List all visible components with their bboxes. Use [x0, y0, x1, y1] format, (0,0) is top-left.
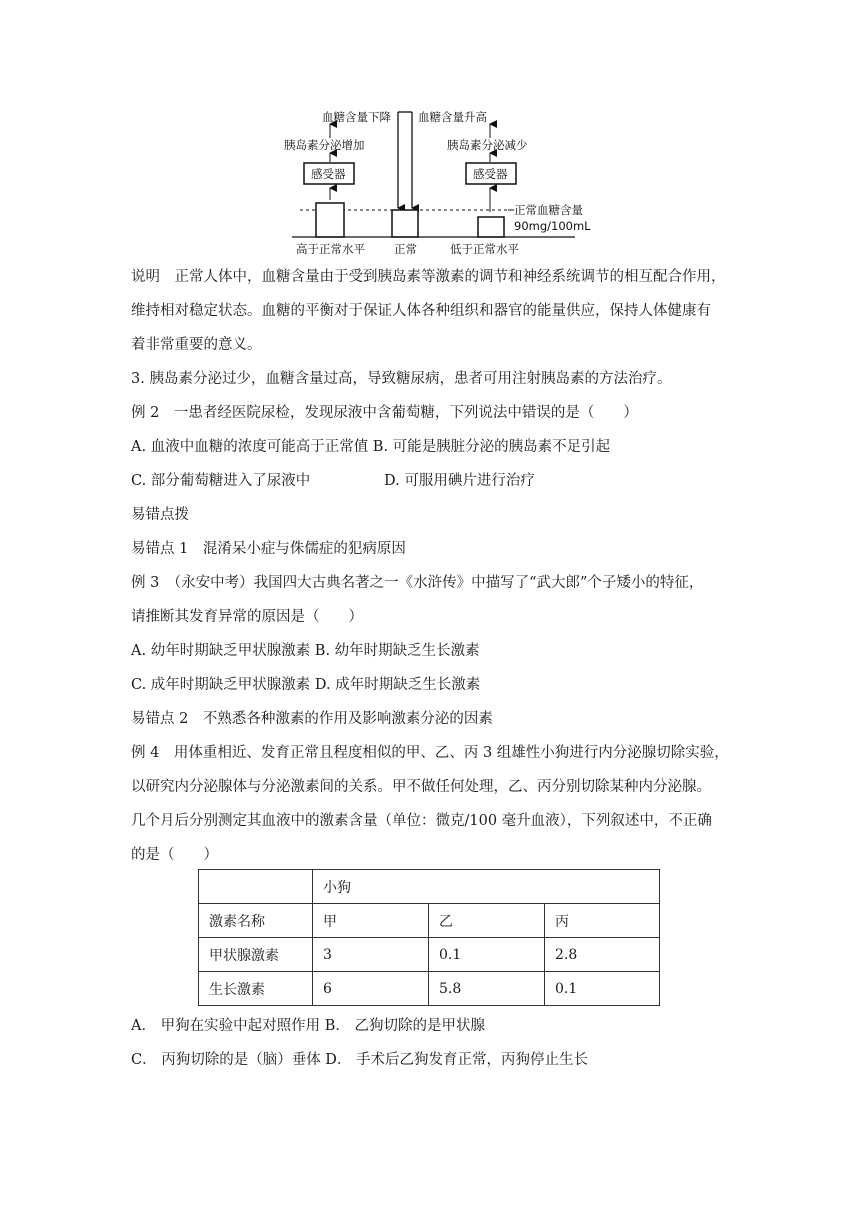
label-insulin-increase: 胰岛素分泌增加: [284, 138, 365, 152]
table-header-group: 小狗: [313, 870, 660, 904]
example-3-question-1: 例 3 （永安中考）我国四大古典名著之一《水浒传》中描写了“武大郎”个子矮小的特征，: [131, 575, 704, 591]
sensor-label-left: 感受器: [311, 167, 346, 181]
example-4-question-3: 几个月后分别测定其血液中的激素含量（单位：微克/100 毫升血液），下列叙述中，不正确: [131, 813, 712, 829]
table-row: [199, 904, 660, 938]
table-cell: 0.1: [429, 938, 545, 972]
example-2-options-ab: A. 血液中血糖的浓度可能高于正常值 B. 可能是胰脏分泌的胰岛素不足引起: [131, 439, 611, 455]
bar-below-normal: [478, 217, 504, 237]
point-3: 3. 胰岛素分泌过少，血糖含量过高，导致糖尿病，患者可用注射胰岛素的方法治疗。: [131, 371, 672, 387]
example-4-options-ab: A． 甲狗在实验中起对照作用 B． 乙狗切除的是甲状腺: [131, 1018, 485, 1034]
example-3-options-ab: A. 幼年时期缺乏甲状腺激素 B. 幼年时期缺乏生长激素: [131, 643, 480, 659]
table-cell-empty: [199, 870, 313, 904]
table-row-label: 生长激素: [199, 972, 313, 1006]
label-above-normal: 高于正常水平: [296, 242, 365, 256]
example-4-options-cd: C． 丙狗切除的是（脑）垂体 D． 手术后乙狗发育正常，丙狗停止生长: [131, 1052, 589, 1068]
table-cell: 5.8: [429, 972, 545, 1006]
description-line-2: 维持相对稳定状态。血糖的平衡对于保证人体各种组织和器官的能量供应，保持人体健康有: [131, 303, 711, 319]
table-row: [199, 938, 660, 972]
table-col-header: 乙: [429, 904, 545, 938]
example-3-question-2: 请推断其发育异常的原因是（ ）: [131, 609, 363, 625]
example-2-question: 例 2 一患者经医院尿检，发现尿液中含葡萄糖，下列说法中错误的是（ ）: [131, 405, 638, 421]
description-line-1: 说明 正常人体中，血糖含量由于受到胰岛素等激素的调节和神经系统调节的相互配合作用，: [131, 269, 726, 285]
label-normal: 正常: [394, 242, 417, 256]
bar-normal: [392, 210, 418, 237]
example-4-question-1: 例 4 用体重相近、发育正常且程度相似的甲、乙、丙 3 组雄性小狗进行内分泌腺切除实验，: [131, 745, 729, 761]
table-cell: 3: [313, 938, 429, 972]
label-normal-level: 正常血糖含量: [514, 203, 583, 217]
example-2-option-c: C. 部分葡萄糖进入了尿液中: [131, 473, 311, 489]
sensor-label-right: 感受器: [473, 167, 508, 181]
label-sugar-increase: 血糖含量升高: [418, 110, 487, 124]
table-cell: 2.8: [545, 938, 660, 972]
table-cell: 6: [313, 972, 429, 1006]
table-row-label: 甲状腺激素: [199, 938, 313, 972]
blood-sugar-diagram: [270, 100, 600, 260]
tips-heading: 易错点拨: [131, 507, 189, 523]
description-line-3: 着非常重要的意义。: [131, 337, 262, 353]
table-col-header: 甲: [313, 904, 429, 938]
label-insulin-decrease: 胰岛素分泌减少: [447, 138, 528, 152]
table-col-label: 激素名称: [199, 904, 313, 938]
table-col-header: 丙: [545, 904, 660, 938]
tip-2: 易错点 2 不熟悉各种激素的作用及影响激素分泌的因素: [131, 711, 493, 727]
example-2-option-d: D. 可服用碘片进行治疗: [384, 473, 535, 489]
hormone-table: [198, 869, 660, 1006]
diagram-svg: [270, 100, 600, 260]
label-sugar-decrease: 血糖含量下降: [322, 110, 391, 124]
table-cell: 0.1: [545, 972, 660, 1006]
label-below-normal: 低于正常水平: [450, 242, 519, 256]
example-3-options-cd: C. 成年时期缺乏甲状腺激素 D. 成年时期缺乏生长激素: [131, 677, 481, 693]
table-row: [199, 870, 660, 904]
tip-1: 易错点 1 混淆呆小症与侏儒症的犯病原因: [131, 541, 406, 557]
bar-above-normal: [316, 203, 344, 237]
example-4-question-4: 的是（ ）: [131, 847, 218, 863]
table-row: [199, 972, 660, 1006]
label-normal-value: 90mg/100mL: [514, 219, 591, 233]
example-4-question-2: 以研究内分泌腺体与分泌激素间的关系。甲不做任何处理，乙、丙分别切除某种内分泌腺。: [131, 779, 711, 795]
